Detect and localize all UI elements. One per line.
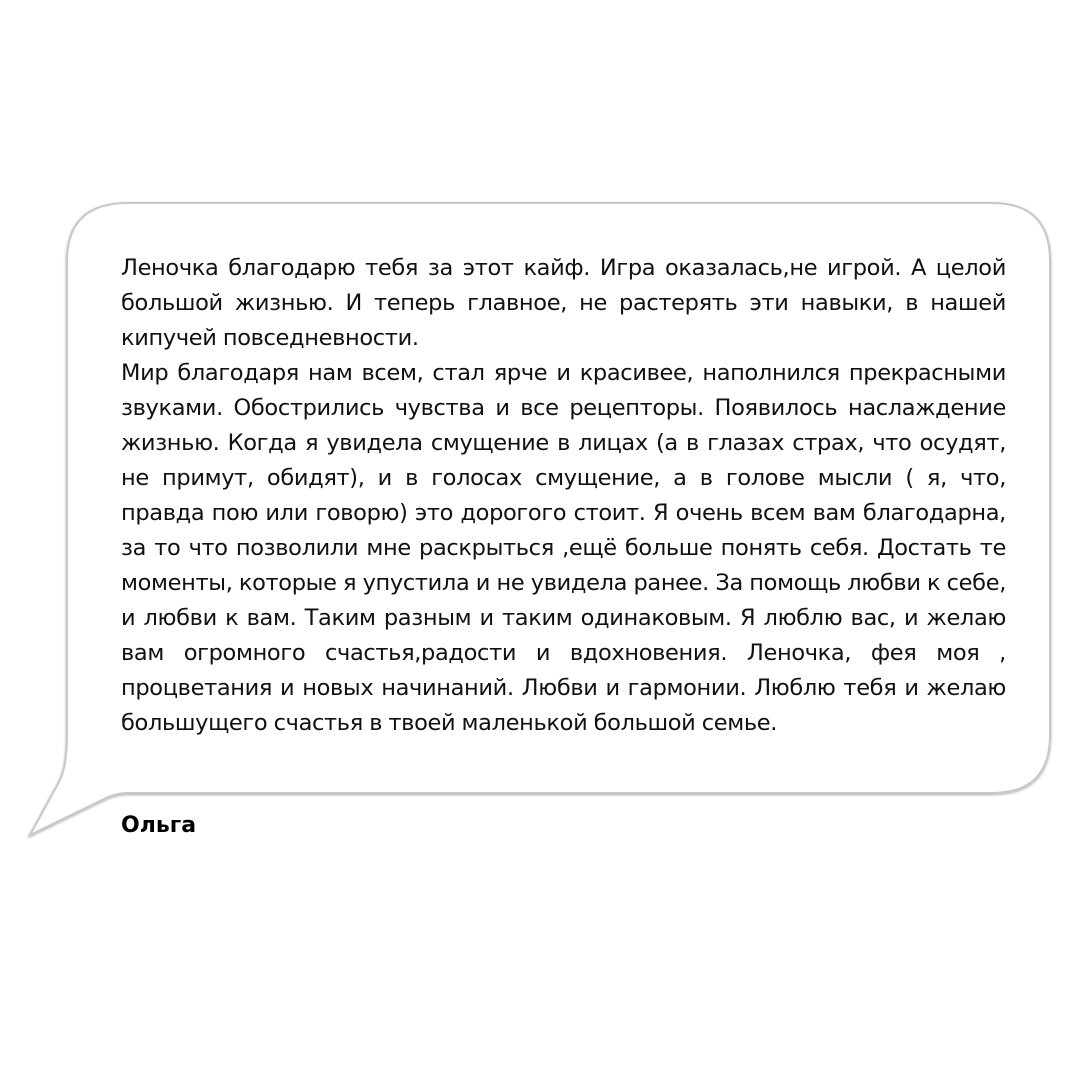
author-name: Ольга [121,813,197,838]
message-paragraph-1: Леночка благодарю тебя за этот кайф. Игра оказалась,не игрой. А целой большой жизнью. И теперь главное, не растерять эти навыки, в нашей кипучей повседневности. [121,255,1006,351]
message-paragraph-2: Мир благодаря нам всем, стал ярче и красивее, наполнился прекрасными звуками. Обострились чувства и все рецепторы. Появилось наслаждение жизнью. Когда я увидела смущение в лицах (а в глазах страх, что осудят, не примут, обидят), и в голосах смущение, а в голове мысли ( я, что, правда пою или говорю) это дорогого стоит. Я очень всем вам благодарна, за то что позволили мне раскрыться ,ещё больше понять себя. Достать те моменты, которые я упустила и не увидела ранее. За помощь любви к себе, и любви к вам. Таким разным и таким одинаковым. Я люблю вас, и желаю вам огромного счастья,радости и вдохновения. Леночка, фея моя , процветания и новых начинаний. Любви и гармонии. Люблю тебя и желаю большущего счастья в твоей маленькой большой семье. [121,360,1006,736]
message-text [121,251,1006,741]
